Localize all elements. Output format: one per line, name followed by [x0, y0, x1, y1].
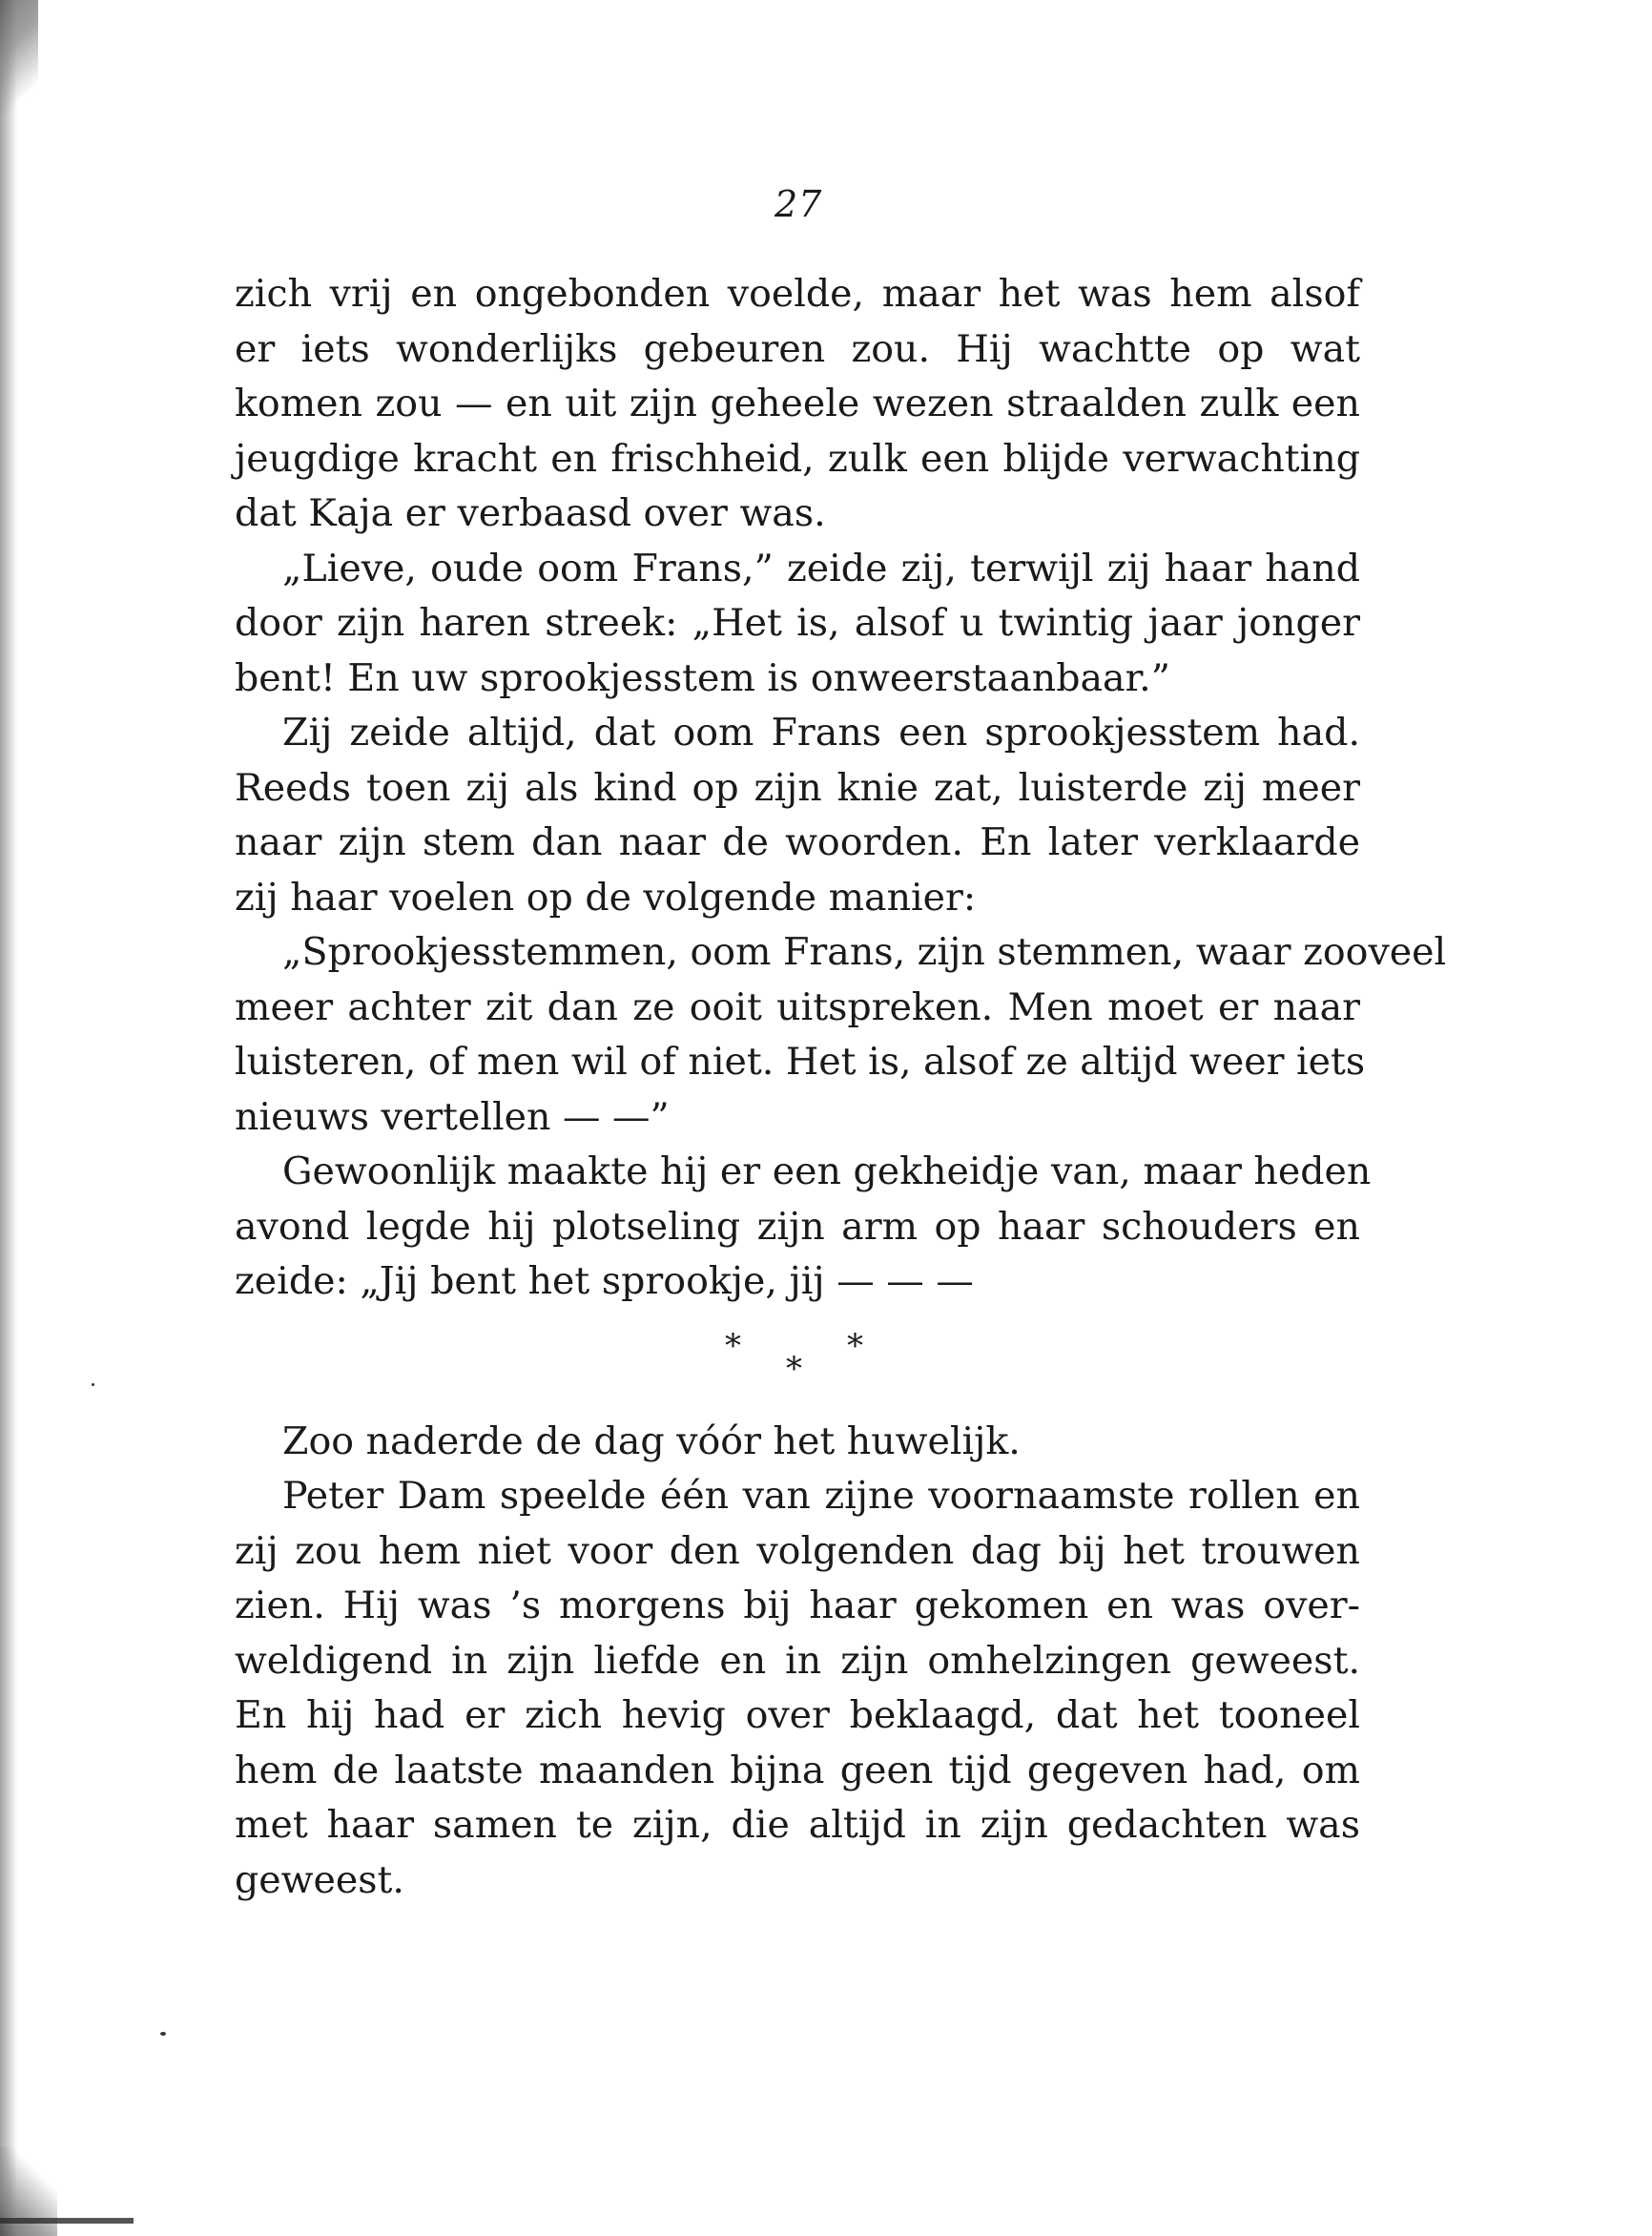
text-line: „Lieve, oude oom Frans,” zeide zij, terwijl zij haar hand	[282, 546, 1360, 590]
text-line: bent! En uw sprookjesstem is onweerstaanbaar.”	[235, 655, 1170, 700]
text-line: geweest.	[235, 1857, 404, 1902]
text-line: zij haar voelen op de volgende manier:	[235, 875, 977, 920]
text-line: „Sprookjesstemmen, oom Frans, zijn stemmen, waar zooveel	[282, 930, 1447, 974]
text-line: naar zijn stem dan naar de woorden. En later verklaarde	[235, 820, 1360, 864]
text-line: met haar samen te zijn, die altijd in zijn gedachten was	[235, 1803, 1360, 1847]
text-line: Peter Dam speelde één van zijne voornaamste rollen en	[282, 1474, 1360, 1518]
text-line: avond legde hij plotseling zijn arm op haar schouders en	[235, 1204, 1360, 1249]
text-line: jeugdige kracht en frischheid, zulk een blijde verwachting	[235, 436, 1360, 481]
page-edge-shadow	[0, 0, 17, 2236]
section-separator	[235, 1310, 1360, 1415]
text-line: zeide: „Jij bent het sprookje, jij — — —	[235, 1259, 974, 1303]
text-line: door zijn haren streek: „Het is, alsof u twintig jaar jonger	[235, 601, 1360, 645]
text-line: meer achter zit dan ze ooit uitspreken. Men moet er naar	[235, 984, 1360, 1029]
page-bottom-edge	[0, 2218, 134, 2224]
text-line: luisteren, of men wil of niet. Het is, alsof ze altijd weer iets	[235, 1040, 1366, 1084]
text-line: En hij had er zich hevig over beklaagd, dat het tooneel	[235, 1693, 1360, 1737]
ink-speck	[92, 1383, 94, 1386]
page-corner-shadow-top	[0, 0, 38, 124]
asterisk: *	[725, 1326, 741, 1365]
text-line: zij zou hem niet voor den volgenden dag bij het trouwen	[235, 1528, 1360, 1573]
body-text	[235, 267, 1447, 1908]
text-line: weldigend in zijn liefde en in zijn omhelzingen geweest.	[235, 1638, 1360, 1683]
text-line: Reeds toen zij als kind op zijn knie zat, luisterde zij meer	[235, 765, 1360, 810]
text-line: komen zou — en uit zijn geheele wezen straalden zulk een	[235, 382, 1360, 425]
page-number: 27	[774, 183, 823, 225]
text-line: Gewoonlijk maakte hij er een gekheidje van, maar heden	[282, 1149, 1372, 1193]
text-line: er iets wonderlijks gebeuren zou. Hij wachtte op wat	[235, 326, 1360, 371]
text-line: Zoo naderde de dag vóór het huwelijk.	[282, 1418, 1021, 1463]
ink-speck	[160, 2032, 166, 2036]
text-line: nieuws vertellen — —”	[235, 1094, 670, 1139]
text-line: dat Kaja er verbaasd over was.	[235, 491, 826, 535]
text-line: zien. Hij was ’s morgens bij haar gekomen en was over-	[235, 1584, 1360, 1627]
text-line: zich vrij en ongebonden voelde, maar het was hem alsof	[235, 272, 1360, 316]
text-line: hem de laatste maanden bijna geen tijd gegeven had, om	[235, 1748, 1360, 1792]
text-line: Zij zeide altijd, dat oom Frans een sprookjesstem had.	[282, 711, 1360, 755]
asterisk: *	[847, 1326, 863, 1365]
asterisk: *	[786, 1349, 802, 1388]
